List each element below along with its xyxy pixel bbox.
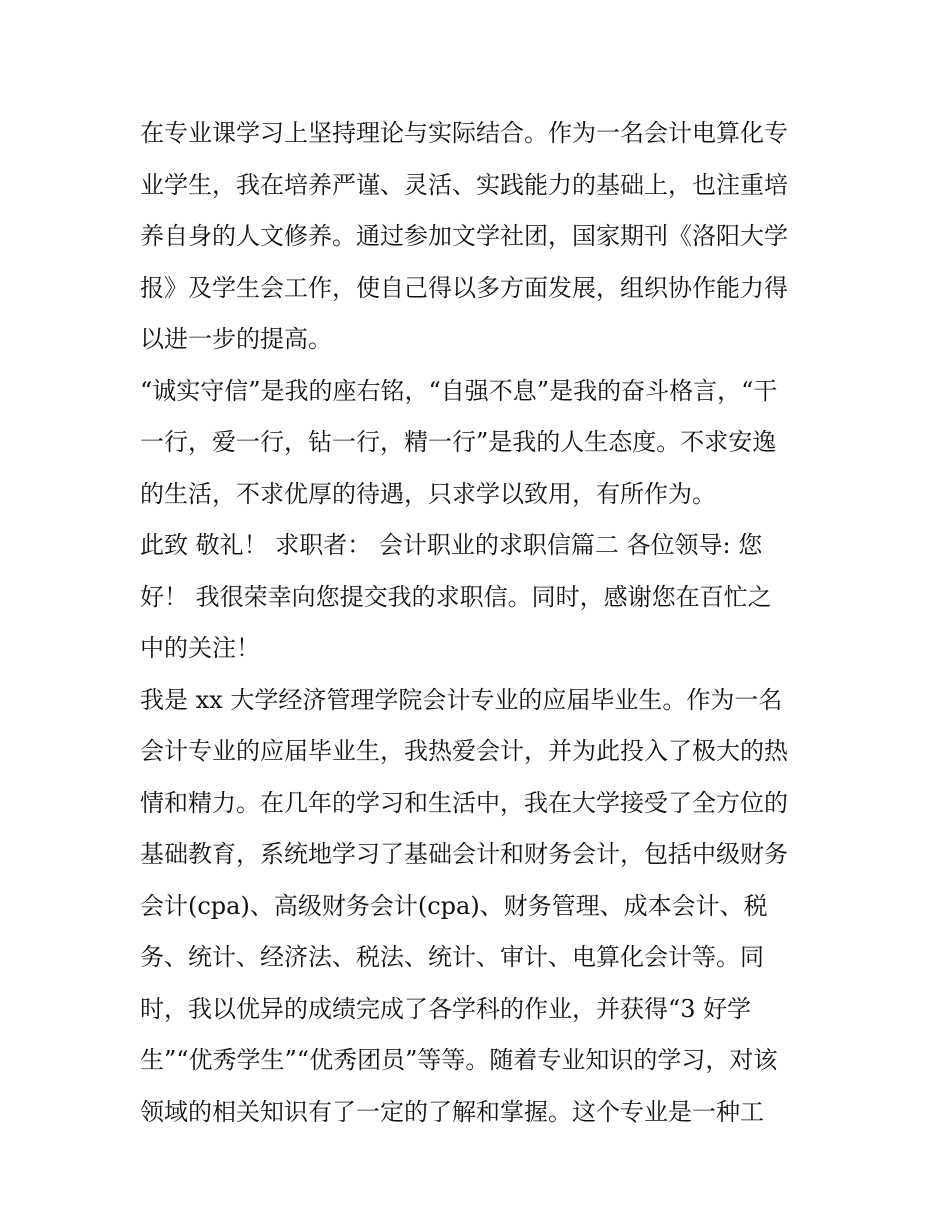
text-line: 时，我以优异的成绩完成了各学科的作业，并获得“3 好学 — [140, 994, 752, 1023]
text-line: 养自身的人文修养。通过参加文学社团，国家期刊《洛阳大学 — [140, 222, 788, 250]
text-line: 此致 敬礼！ 求职者： 会计职业的求职信篇二 各位领导: 您 — [140, 531, 763, 559]
text-line: 业学生，我在培养严谨、灵活、实践能力的基础上，也注重培 — [140, 170, 788, 199]
text-line: 生”“优秀学生”“优秀团员”等等。随着专业知识的学习，对该 — [140, 1046, 778, 1074]
text-line: 在专业课学习上坚持理论与实际结合。作为一名会计电算化专 — [140, 119, 788, 147]
text-line: 我是 xx 大学经济管理学院会计专业的应届毕业生。作为一名 — [140, 685, 783, 714]
text-line: 基础教育，系统地学习了基础会计和财务会计，包括中级财务 — [140, 840, 788, 868]
document-body — [140, 108, 820, 1138]
text-line: 一行，爱一行，钻一行，精一行”是我的人生态度。不求安逸 — [140, 428, 777, 456]
text-line: 好！ 我很荣幸向您提交我的求职信。同时，感谢您在百忙之 — [140, 582, 772, 611]
text-line: 会计专业的应届毕业生，我热爱会计，并为此投入了极大的热 — [140, 737, 788, 765]
text-line: 的生活，不求优厚的待遇，只求学以致用，有所作为。 — [140, 479, 716, 508]
text-line: 领域的相关知识有了一定的了解和掌握。这个专业是一种工 — [140, 1097, 764, 1126]
text-line: 会计(cpa)、高级财务会计(cpa)、财务管理、成本会计、税 — [140, 891, 768, 920]
text-line: 报》及学生会工作，使自己得以多方面发展，组织协作能力得 — [140, 273, 788, 302]
text-line: 以进一步的提高。 — [140, 325, 332, 353]
text-line: “诚实守信”是我的座右铭，“自强不息”是我的奋斗格言，“干 — [140, 376, 778, 405]
text-line: 务、统计、经济法、税法、统计、审计、电算化会计等。同 — [140, 943, 764, 971]
text-line: 中的关注！ — [140, 634, 260, 662]
text-line: 情和精力。在几年的学习和生活中，我在大学接受了全方位的 — [140, 788, 788, 817]
